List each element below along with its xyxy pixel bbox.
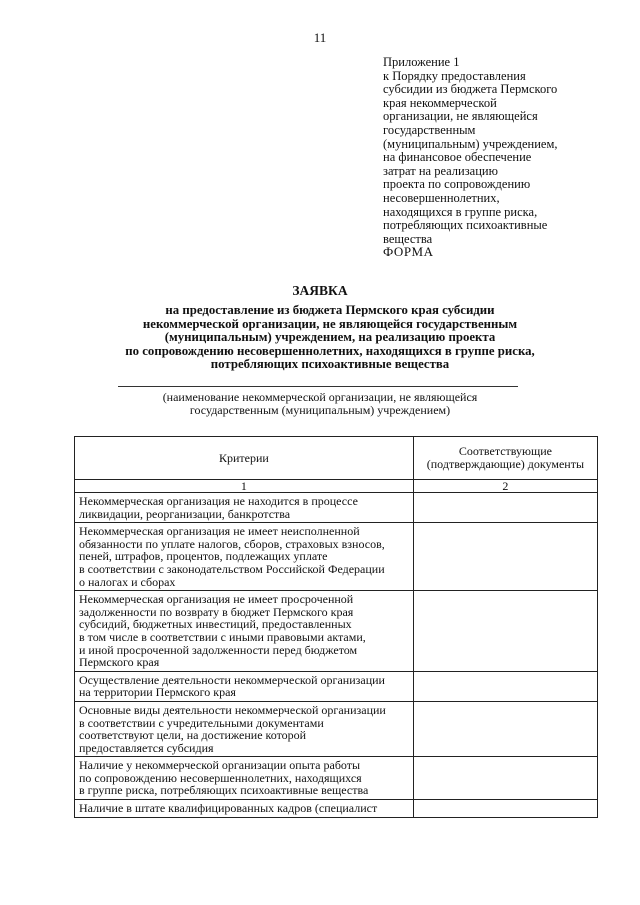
subtitle-line: по сопровождению несовершеннолетних, находящихся в группе риска, [125, 343, 535, 358]
column-number: 1 [75, 480, 414, 493]
criterion-cell [75, 523, 414, 591]
criterion-cell [75, 493, 414, 523]
org-name-blank-line [118, 386, 518, 387]
table-row [75, 591, 598, 672]
header-documents [413, 437, 597, 480]
criteria-table [74, 436, 598, 818]
cell-line: субсидий, бюджетных инвестиций, предоставленных [79, 617, 352, 632]
cell-line: в соответствии с учредительными документами [79, 715, 324, 730]
appendix-line: на финансовое обеспечение [383, 150, 532, 165]
appendix-line: затрат на реализацию [383, 163, 498, 178]
cell-line: Некоммерческая организация не находится в процессе [79, 494, 358, 508]
subtitle-line: на предоставление из бюджета Пермского края субсидии [165, 303, 495, 317]
caption-line: государственным (муниципальным) учреждением) [189, 403, 451, 417]
table-row [75, 800, 598, 818]
appendix-line: (муниципальным) учреждением, [383, 136, 558, 151]
appendix-line: потребляющих психоактивные [383, 218, 548, 233]
appendix-line: вещества [383, 231, 433, 246]
appendix-line: края некоммерческой [383, 95, 497, 110]
cell-line: на территории Пермского края [79, 685, 236, 700]
criterion-cell [75, 800, 414, 818]
appendix-line: находящихся в группе риска, [383, 204, 538, 219]
cell-line: обязанности по уплате налогов, сборов, страховых взносов, [79, 536, 385, 551]
appendix-block [383, 56, 623, 246]
org-name-caption [120, 391, 520, 417]
caption-line: (наименование некоммерческой организации, не являющейся [162, 390, 478, 404]
appendix-line: несовершеннолетних, [383, 190, 500, 205]
criterion-cell [75, 757, 414, 800]
cell-line: и иной просроченной задолженности перед бюджетом [79, 642, 358, 657]
appendix-line: государственным [383, 122, 476, 137]
document-cell[interactable] [413, 591, 597, 672]
appendix-line: проекта по сопровождению [383, 177, 531, 192]
cell-line: предоставляется субсидия [79, 740, 214, 755]
cell-line: в группе риска, потребляющих психоактивные вещества [79, 783, 369, 798]
subtitle-line: некоммерческой организации, не являющейся государственным [142, 316, 518, 331]
cell-line: Осуществление деятельности некоммерческой организации [79, 672, 385, 687]
cell-line: о налогах и сборах [79, 574, 176, 589]
appendix-line: субсидии из бюджета Пермского [383, 82, 558, 97]
cell-line: Пермского края [79, 655, 160, 670]
table-row [75, 493, 598, 523]
cell-line: Основные виды деятельности некоммерческой организации [79, 702, 386, 717]
subtitle-line: потребляющих психоактивные вещества [210, 357, 450, 372]
document-cell[interactable] [413, 757, 597, 800]
criterion-cell [75, 671, 414, 701]
header-line: Соответствующие [458, 444, 552, 459]
cell-line: Наличие у некоммерческой организации опыта работы [79, 758, 361, 773]
criterion-cell [75, 701, 414, 756]
cell-line: в том числе в соответствии с иными правовыми актами, [79, 629, 366, 644]
table-row [75, 701, 598, 756]
cell-line: Некоммерческая организация не имеет просроченной [79, 592, 354, 607]
subtitle-line: (муниципальным) учреждением, на реализацию проекта [164, 330, 496, 345]
document-cell[interactable] [413, 800, 597, 818]
form-label: ФОРМА [383, 244, 434, 259]
cell-line: пеней, штрафов, процентов, подлежащих уплате [79, 549, 328, 564]
appendix-line: организации, не являющейся [383, 109, 538, 124]
criterion-cell [75, 591, 414, 672]
page-number: 11 [313, 30, 327, 45]
document-cell[interactable] [413, 493, 597, 523]
document-cell[interactable] [413, 523, 597, 591]
column-number: 2 [413, 480, 597, 493]
document-cell[interactable] [413, 671, 597, 701]
table-row [75, 671, 598, 701]
header-criteria: Критерии [75, 437, 414, 480]
cell-line: Наличие в штате квалифицированных кадров (специалист [79, 801, 378, 816]
column-number-row [75, 480, 598, 493]
cell-line: задолженности по возврату в бюджет Пермского края [79, 604, 354, 619]
cell-line: Некоммерческая организация не имеет неисполненной [79, 524, 360, 539]
header-line: (подтверждающие) документы [426, 457, 585, 471]
document-title: ЗАЯВКА [292, 283, 348, 298]
cell-line: в соответствии с законодательством Российской Федерации [79, 561, 385, 576]
appendix-line: Приложение 1 [383, 55, 460, 69]
document-cell[interactable] [413, 701, 597, 756]
appendix-line: к Порядку предоставления [383, 68, 526, 83]
table-row [75, 523, 598, 591]
cell-line: ликвидации, реорганизации, банкротства [79, 506, 291, 521]
cell-line: соответствуют цели, на достижение которой [79, 728, 307, 743]
document-subtitle [60, 304, 600, 372]
table-header-row [75, 437, 598, 480]
table-row [75, 757, 598, 800]
cell-line: по сопровождению несовершеннолетних, находящихся [79, 770, 362, 785]
